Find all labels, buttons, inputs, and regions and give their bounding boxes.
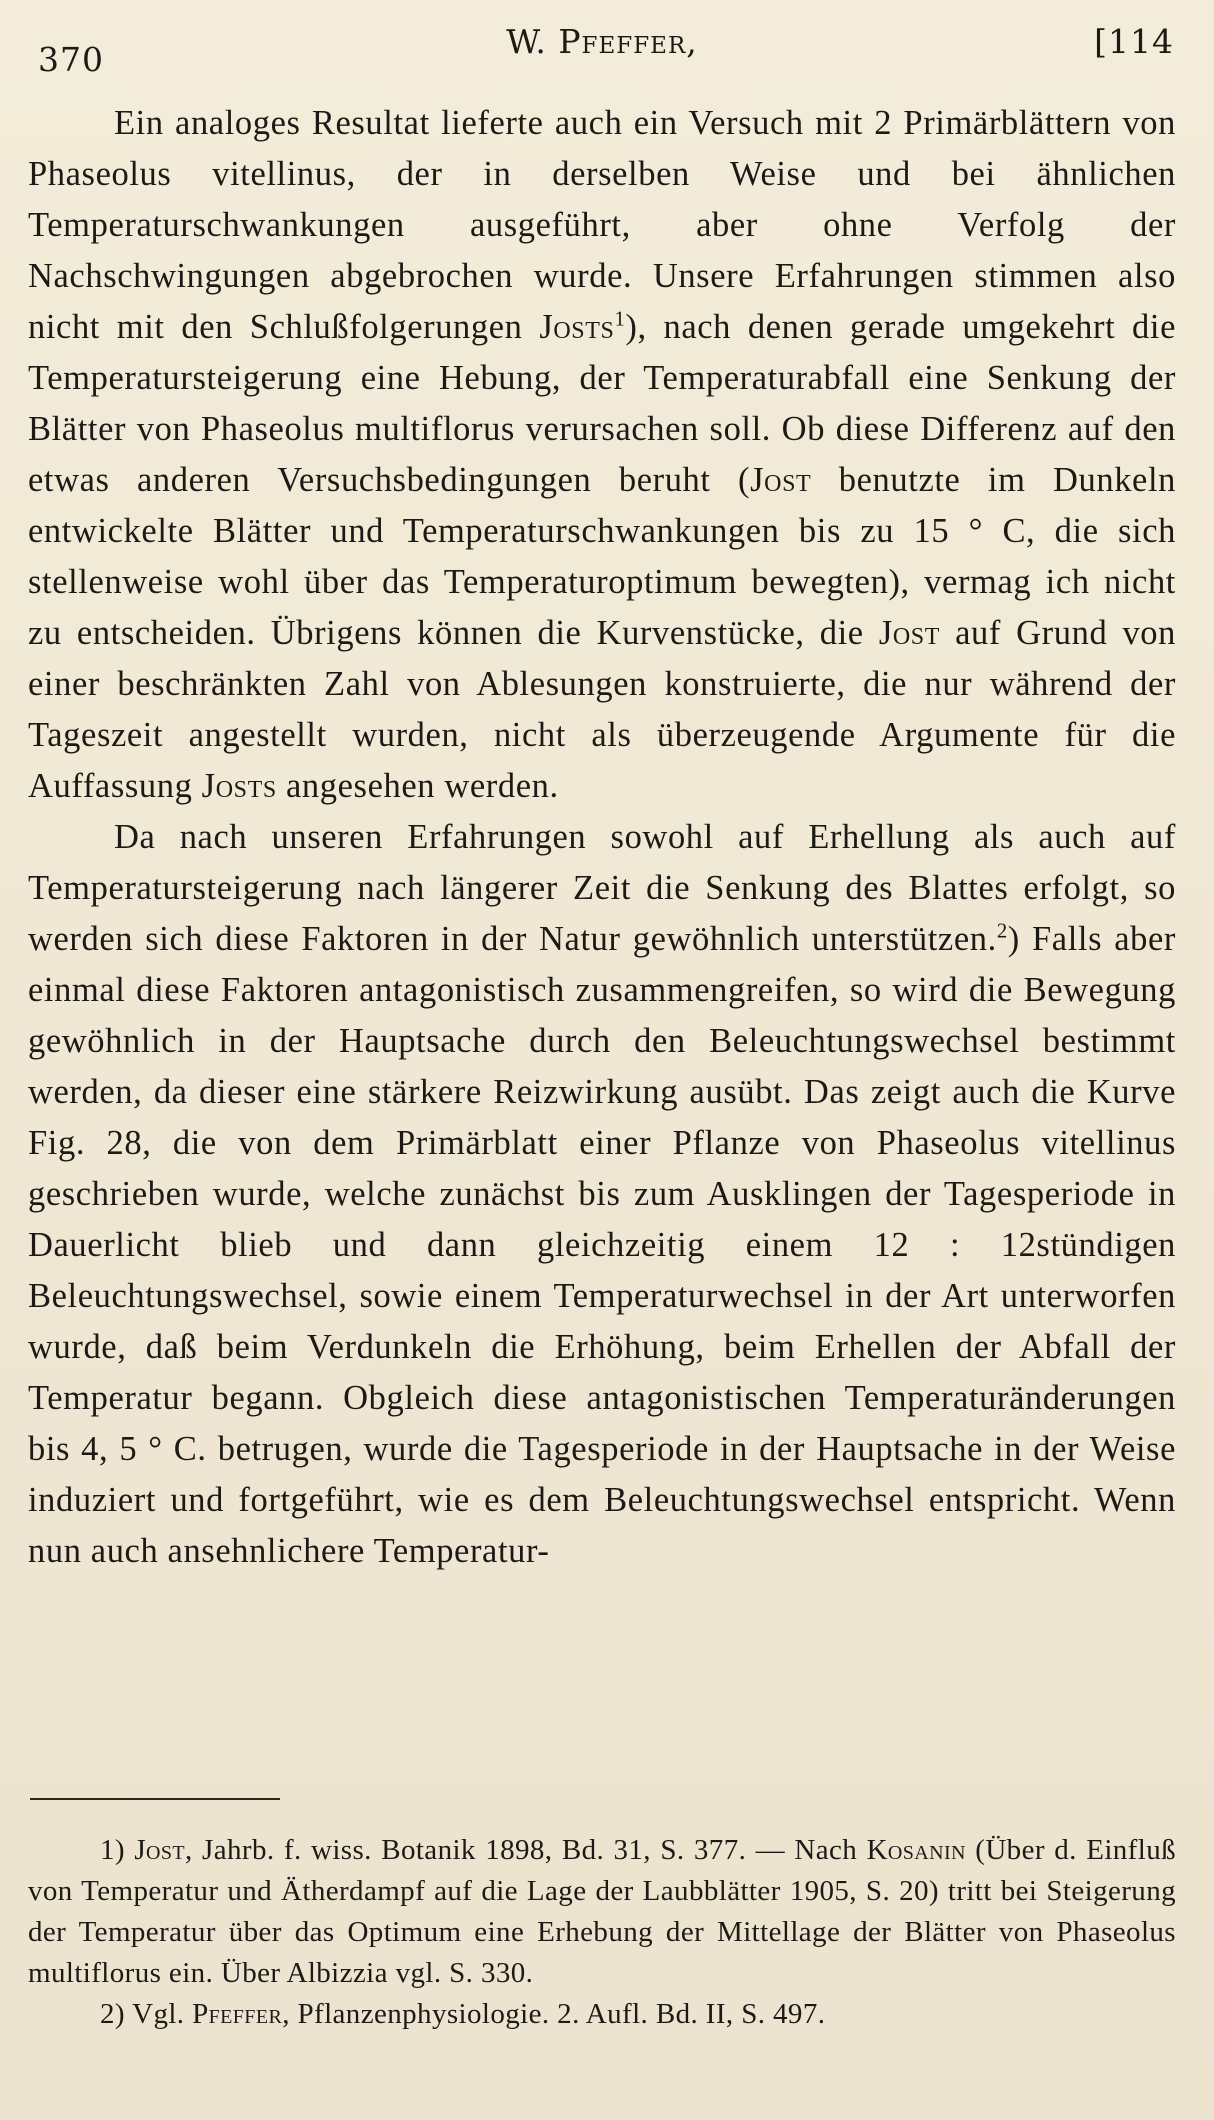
p1-text-e: angesehen werden. [276, 767, 559, 805]
p1-text-b: ), nach denen gerade umgekehrt die Temperatursteigerung eine Hebung, der Temperaturabfall eine Senkung der Blätter von Phaseolus multiflorus verursachen soll. Ob diese Differenz auf den etwas anderen Versuchsbedingungen beruht ( [28, 308, 1176, 499]
author-name-pfeffer: Pfeffer [192, 1998, 283, 2030]
p1-text-c: benutzte im Dunkeln entwickelte Blätter und Temperaturschwankungen bis zu 15 ° C, die sich stellenweise wohl über das Temperaturoptimum bewegten), vermag ich nicht zu entscheiden. Übrigens können die Kurvenstücke, die [28, 461, 1177, 652]
footnotes [28, 1830, 1176, 2035]
author-name-kosanin: Kosanin [866, 1834, 966, 1866]
paragraph-1 [28, 98, 1176, 812]
p1-text-a: Ein analoges Resultat lieferte auch ein Versuch mit 2 Primärblättern von Phaseolus vitellinus, der in derselben Weise und bei ähnlichen Temperaturschwankungen ausgeführt, aber ohne Verfolg der Nachschwingungen abgebrochen wurde. Unsere Erfahrungen stimmen also nicht mit den Schlußfolgerungen [28, 104, 1176, 346]
page-number: 370 [38, 40, 104, 79]
body-text [28, 98, 1176, 1577]
p2-text-a: Da nach unseren Erfahrungen sowohl auf Erhellung als auch auf Temperatursteigerung nach längerer Zeit die Senkung des Blattes erfolgt, so werden sich diese Faktoren in der Natur gewöhnlich unterstützen. [28, 818, 1176, 958]
footnote-2-marker: 2) [100, 1998, 125, 2030]
footnote-1-marker: 1) [100, 1834, 125, 1866]
author-name-josts: Josts [201, 767, 277, 805]
author-name-jost: Jost [134, 1834, 186, 1866]
running-author: W. Pfeffer, [506, 22, 698, 61]
author-name-jost: Jost [878, 614, 940, 652]
footnote-2-text-a: Vgl. [124, 1998, 193, 2030]
footnote-divider [30, 1798, 280, 1800]
footnote-2-text-b: , Pflanzenphysiologie. 2. Aufl. Bd. II, S. 497. [282, 1998, 826, 2030]
footnote-1-text-a: , Jahrb. f. wiss. Botanik 1898, Bd. 31, S. 377. — Nach [185, 1834, 867, 1866]
footnote-ref-2: 2 [996, 920, 1008, 943]
footnote-ref-1: 1 [614, 308, 626, 331]
running-head [30, 22, 1174, 79]
footnote-1-text-b: (Über d. Einfluß von Temperatur und Ätherdampf auf die Lage der Laubblätter 1905, S. 20) tritt bei Steigerung der Temperatur über das Optimum eine Erhebung der Mittellage der Blätter von Phaseolus multiflorus ein. Über Albizzia vgl. S. 330. [28, 1834, 1176, 1989]
footnote-1 [28, 1830, 1176, 1994]
author-name-jost: Jost [750, 461, 812, 499]
footnote-2 [28, 1994, 1176, 2035]
section-marker: [114 [1094, 22, 1174, 61]
p2-text-b: ) Falls aber einmal diese Faktoren antagonistisch zusammengreifen, so wird die Bewegung gewöhnlich in der Hauptsache durch den Beleuchtungswechsel bestimmt werden, da dieser eine stärkere Reizwirkung ausübt. Das zeigt auch die Kurve Fig. 28, die von dem Primärblatt einer Pflanze von Phaseolus vitellinus geschrieben wurde, welche zunächst bis zum Ausklingen der Tagesperiode in Dauerlicht blieb und dann gleichzeitig einem 12 : 12stündigen Beleuchtungswechsel, sowie einem Temperaturwechsel in der Art unterworfen wurde, daß beim Verdunkeln die Erhöhung, beim Erhellen der Abfall der Temperatur begann. Obgleich diese antagonistischen Temperaturänderungen bis 4, 5 ° C. betrugen, wurde die Tagesperiode in der Hauptsache in der Weise induziert und fortgeführt, wie es dem Beleuchtungswechsel entspricht. Wenn nun auch ansehnlichere Temperatur- [28, 920, 1176, 1570]
author-name-josts: Josts [539, 308, 615, 346]
p1-text-d: auf Grund von einer beschränkten Zahl von Ablesungen konstruierte, die nur während der Tageszeit angestellt wurden, nicht als überzeugende Argumente für die Auffassung [28, 614, 1176, 805]
paragraph-2 [28, 812, 1176, 1577]
